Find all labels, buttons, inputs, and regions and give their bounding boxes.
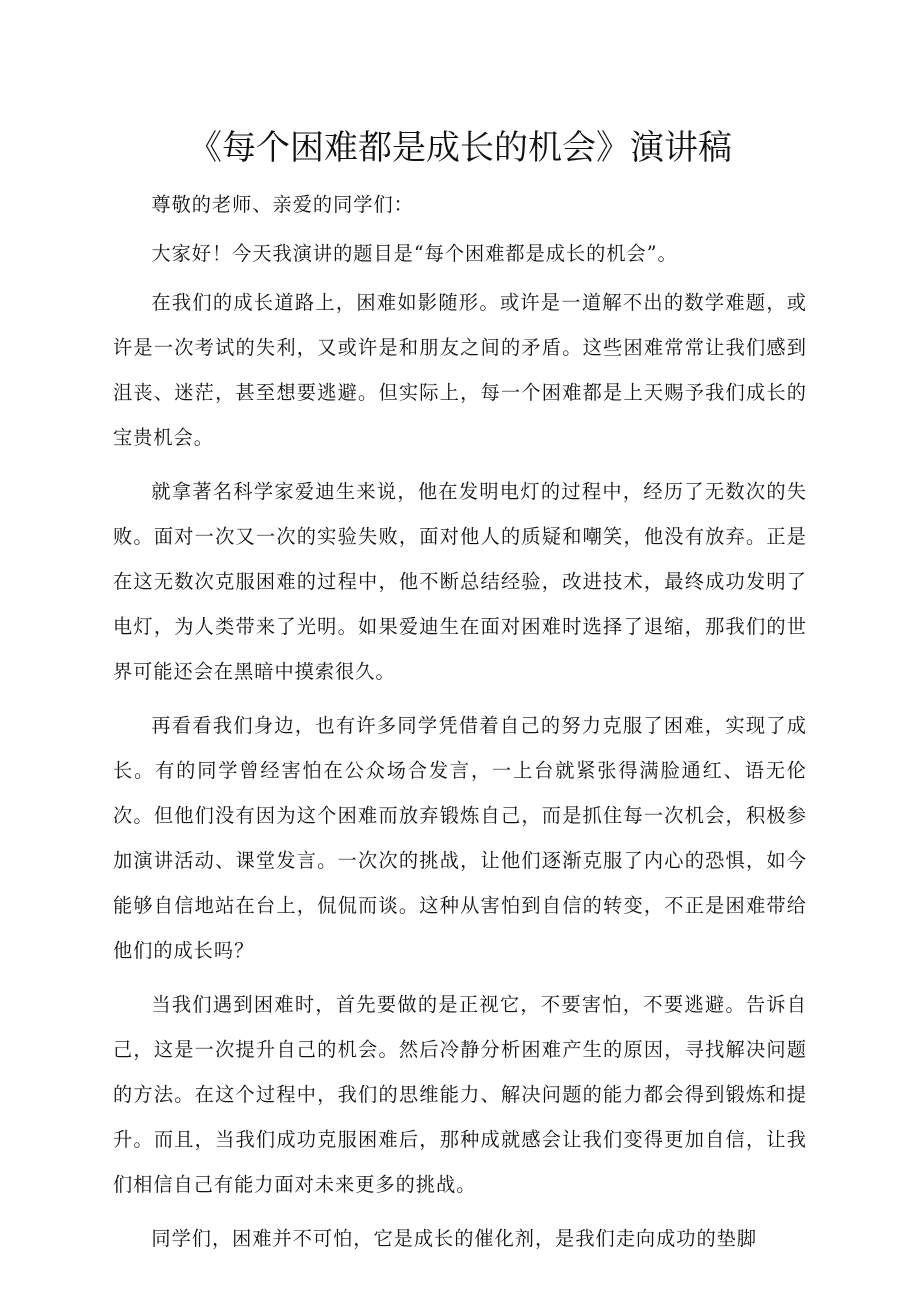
paragraph: 在我们的成长道路上，困难如影随形。或许是一道解不出的数学难题，或许是一次考试的失利，又或许是和朋友之间的矛盾。这些困难常常让我们感到沮丧、迷茫，甚至想要逃避。但实际上，每一个困难都是上天赐予我们成长的宝贵机会。 (113, 291, 807, 449)
paragraph: 就拿著名科学家爱迪生来说，他在发明电灯的过程中，经历了无数次的失败。面对一次又一次的实验失败，面对他人的质疑和嘲笑，他没有放弃。正是在这无数次克服困难的过程中，他不断总结经验，改进技术，最终成功发明了电灯，为人类带来了光明。如果爱迪生在面对困难时选择了退缩，那我们的世界可能还会在黑暗中摸索很久。 (113, 480, 807, 683)
paragraph-opening: 大家好！今天我演讲的题目是“每个困难都是成长的机会”。 (151, 242, 678, 265)
paragraph: 再看看我们身边，也有许多同学凭借着自己的努力克服了困难，实现了成长。有的同学曾经害怕在公众场合发言，一上台就紧张得满脸通红、语无伦次。但他们没有因为这个困难而放弃锻炼自己，而是抓住每一次机会，积极参加演讲活动、课堂发言。一次次的挑战，让他们逐渐克服了内心的恐惧，如今能够自信地站在台上，侃侃而谈。这种从害怕到自信的转变，不正是困难带给他们的成长吗？ (113, 714, 807, 962)
paragraph-greeting: 尊敬的老师、亲爱的同学们： (151, 193, 414, 216)
paragraph: 当我们遇到困难时，首先要做的是正视它，不要害怕，不要逃避。告诉自己，这是一次提升自己的机会。然后冷静分析困难产生的原因，寻找解决问题的方法。在这个过程中，我们的思维能力、解决问题的能力都会得到锻炼和提升。而且，当我们成功克服困难后，那种成就感会让我们变得更加自信，让我们相信自己有能力面对未来更多的挑战。 (113, 993, 807, 1196)
document-title: 《每个困难都是成长的机会》演讲稿 (188, 128, 732, 168)
speech-body (113, 182, 807, 1270)
paragraph: 同学们，困难并不可怕，它是成长的催化剂，是我们走向成功的垫脚 (151, 1227, 758, 1250)
